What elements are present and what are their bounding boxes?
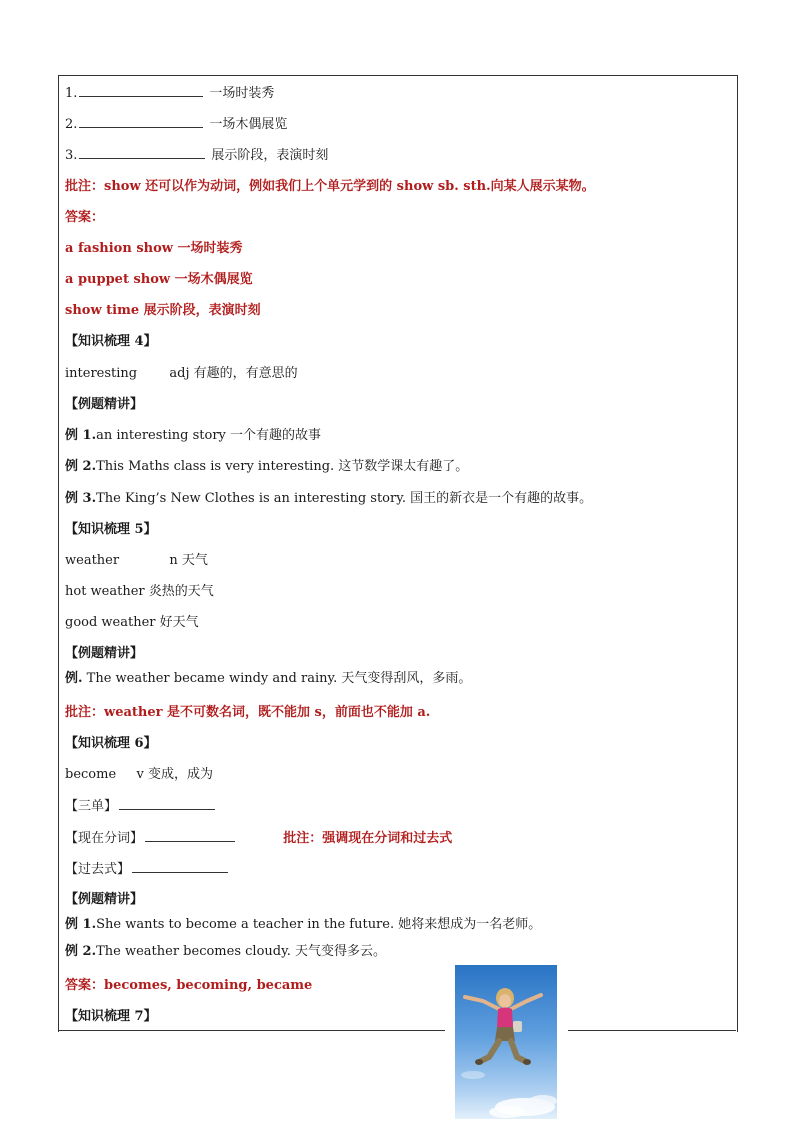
vocab-blank-item: 2. 一场木偶展览: [65, 117, 288, 132]
verb-form-third-person: 【三单】: [65, 797, 221, 815]
fill-blank[interactable]: [132, 860, 228, 873]
verb-form-present-participle: 【现在分词】 批注：强调现在分词和过去式: [65, 831, 453, 846]
vocab-meaning: 天气: [181, 553, 208, 568]
example-sentence: 例 2.The weather becomes cloudy. 天气变得多云。: [65, 944, 386, 959]
examples-heading: 【例题精讲】: [65, 646, 144, 661]
vocab-blank-item: 3. 展示阶段，表演时刻: [65, 148, 329, 163]
fill-blank[interactable]: [79, 84, 203, 97]
fill-blank[interactable]: [79, 146, 205, 159]
verb-form-past-tense: 【过去式】: [65, 860, 234, 878]
frame-bottom-border: [568, 1030, 736, 1031]
example-sentence: 例 1.an interesting story 一个有趣的故事: [65, 428, 322, 443]
note-weather: 批注：weather 是不可数名词，既不能加 s，前面也不能加 a.: [65, 705, 431, 720]
note-show: 批注：show 还可以作为动词，例如我们上个单元学到的 show sb. sth.向某人展示某物。: [65, 179, 595, 194]
jumping-woman-photo: [455, 965, 557, 1119]
fill-blank[interactable]: [145, 829, 235, 842]
vocab-meaning: 有趣的，有意思的: [193, 366, 298, 381]
part-of-speech: v: [136, 767, 144, 782]
vocab-phrase: good weather 好天气: [65, 615, 199, 630]
section-heading: 【知识梳理 4】: [65, 334, 157, 349]
vocab-meaning: 展示阶段，表演时刻: [211, 148, 329, 163]
vocab-entry: [65, 365, 298, 382]
vocab-meaning: 一场木偶展览: [209, 117, 288, 132]
section-heading: 【知识梳理 5】: [65, 522, 157, 537]
vocab-entry: [65, 766, 213, 783]
vocab-word: interesting: [65, 366, 138, 381]
frame-bottom-border: [58, 1030, 445, 1031]
example-sentence: 例 3.The King’s New Clothes is an interesting story. 国王的新衣是一个有趣的故事。: [65, 491, 593, 506]
example-sentence: 例 2.This Maths class is very interesting. 这节数学课太有趣了。: [65, 459, 469, 474]
part-of-speech: adj: [169, 366, 190, 381]
section-heading: 【知识梳理 7】: [65, 1009, 157, 1024]
vocab-meaning: 一场时装秀: [209, 86, 275, 101]
examples-heading: 【例题精讲】: [65, 397, 144, 412]
fill-blank[interactable]: [79, 115, 203, 128]
note-forms: 批注：强调现在分词和过去式: [283, 831, 453, 846]
vocab-word: weather: [65, 553, 120, 568]
vocab-entry: [65, 552, 208, 569]
part-of-speech: n: [169, 553, 178, 568]
answer-item: a fashion show 一场时装秀: [65, 241, 243, 256]
examples-heading: 【例题精讲】: [65, 892, 144, 907]
fill-blank[interactable]: [119, 797, 215, 810]
example-sentence: 例. The weather became windy and rainy. 天气变得刮风，多雨。: [65, 671, 472, 686]
answer-forms: 答案：becomes, becoming, became: [65, 978, 313, 993]
vocab-meaning: 变成，成为: [147, 767, 213, 782]
answer-item: show time 展示阶段，表演时刻: [65, 303, 261, 318]
example-sentence: 例 1.She wants to become a teacher in the future. 她将来想成为一名老师。: [65, 917, 542, 932]
vocab-blank-item: 1. 一场时装秀: [65, 86, 275, 101]
answer-item: a puppet show 一场木偶展览: [65, 272, 253, 287]
vocab-word: become: [65, 767, 117, 782]
section-heading: 【知识梳理 6】: [65, 736, 157, 751]
vocab-phrase: hot weather 炎热的天气: [65, 584, 214, 599]
answer-label: 答案：: [65, 210, 105, 225]
